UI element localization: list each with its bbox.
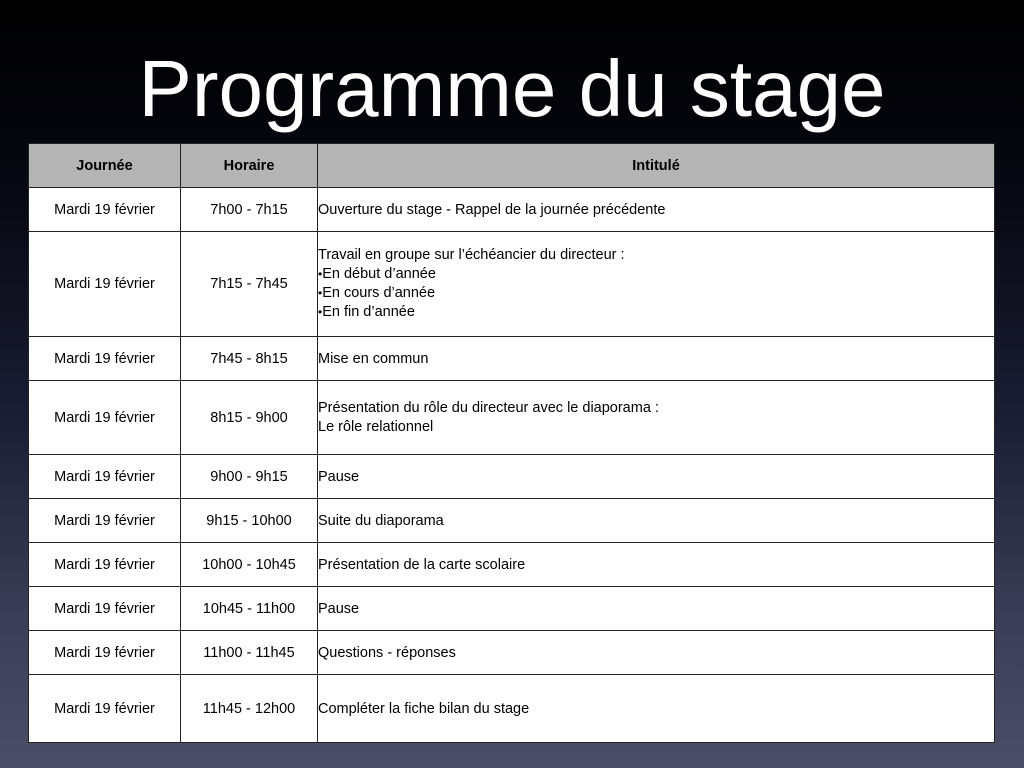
title-cell: Mise en commun: [318, 337, 995, 381]
bullet-text: En cours d’année: [322, 285, 436, 301]
day-cell: Mardi 19 février: [29, 499, 181, 543]
day-cell: Mardi 19 février: [29, 455, 181, 499]
title-cell: Pause: [318, 455, 995, 499]
title-cell: Suite du diaporama: [318, 499, 995, 543]
time-cell: 10h45 - 11h00: [181, 587, 318, 631]
table-row: [29, 675, 995, 743]
time-cell: 10h00 - 10h45: [181, 543, 318, 587]
column-header-day: Journée: [29, 144, 181, 188]
day-cell: Mardi 19 février: [29, 337, 181, 381]
day-cell: Mardi 19 février: [29, 675, 181, 743]
title-cell: Questions - réponses: [318, 631, 995, 675]
bullet-icon: •: [318, 267, 323, 281]
bullet-list: [318, 265, 994, 322]
time-cell: 9h00 - 9h15: [181, 455, 318, 499]
bullet-item: [318, 284, 994, 303]
column-header-title: Intitulé: [318, 144, 995, 188]
bullet-text: En fin d’année: [322, 304, 415, 320]
time-cell: 9h15 - 10h00: [181, 499, 318, 543]
bullet-text: En début d’année: [322, 266, 436, 282]
title-text: Travail en groupe sur l’échéancier du directeur :: [318, 247, 625, 263]
bullet-icon: •: [318, 286, 323, 300]
table-row: [29, 455, 995, 499]
day-cell: Mardi 19 février: [29, 587, 181, 631]
table-row: [29, 232, 995, 337]
subtitle-text: Le rôle relationnel: [318, 418, 434, 435]
slide-title: Programme du stage: [138, 44, 886, 133]
title-cell: [318, 232, 995, 337]
table-row: [29, 381, 995, 455]
time-cell: 8h15 - 9h00: [181, 381, 318, 455]
title-cell: Ouverture du stage - Rappel de la journée précédente: [318, 188, 995, 232]
time-cell: 7h15 - 7h45: [181, 232, 318, 337]
time-cell: 7h45 - 8h15: [181, 337, 318, 381]
time-cell: 11h45 - 12h00: [181, 675, 318, 743]
day-cell: Mardi 19 février: [29, 543, 181, 587]
time-cell: 7h00 - 7h15: [181, 188, 318, 232]
day-cell: Mardi 19 février: [29, 188, 181, 232]
table-header-row: [29, 144, 995, 188]
table-row: [29, 337, 995, 381]
column-header-time: Horaire: [181, 144, 318, 188]
table-row: [29, 188, 995, 232]
schedule-table: [28, 143, 995, 743]
table-row: [29, 631, 995, 675]
bullet-item: [318, 303, 994, 322]
title-cell: Pause: [318, 587, 995, 631]
table-row: [29, 499, 995, 543]
day-cell: Mardi 19 février: [29, 232, 181, 337]
table-row: [29, 543, 995, 587]
title-cell: [318, 381, 995, 455]
time-cell: 11h00 - 11h45: [181, 631, 318, 675]
title-cell: Présentation de la carte scolaire: [318, 543, 995, 587]
bullet-item: [318, 265, 994, 284]
bullet-icon: •: [318, 305, 323, 319]
day-cell: Mardi 19 février: [29, 631, 181, 675]
table-row: [29, 587, 995, 631]
title-cell: Compléter la fiche bilan du stage: [318, 675, 995, 743]
title-text: Présentation du rôle du directeur avec le diaporama :: [318, 399, 659, 416]
day-cell: Mardi 19 février: [29, 381, 181, 455]
